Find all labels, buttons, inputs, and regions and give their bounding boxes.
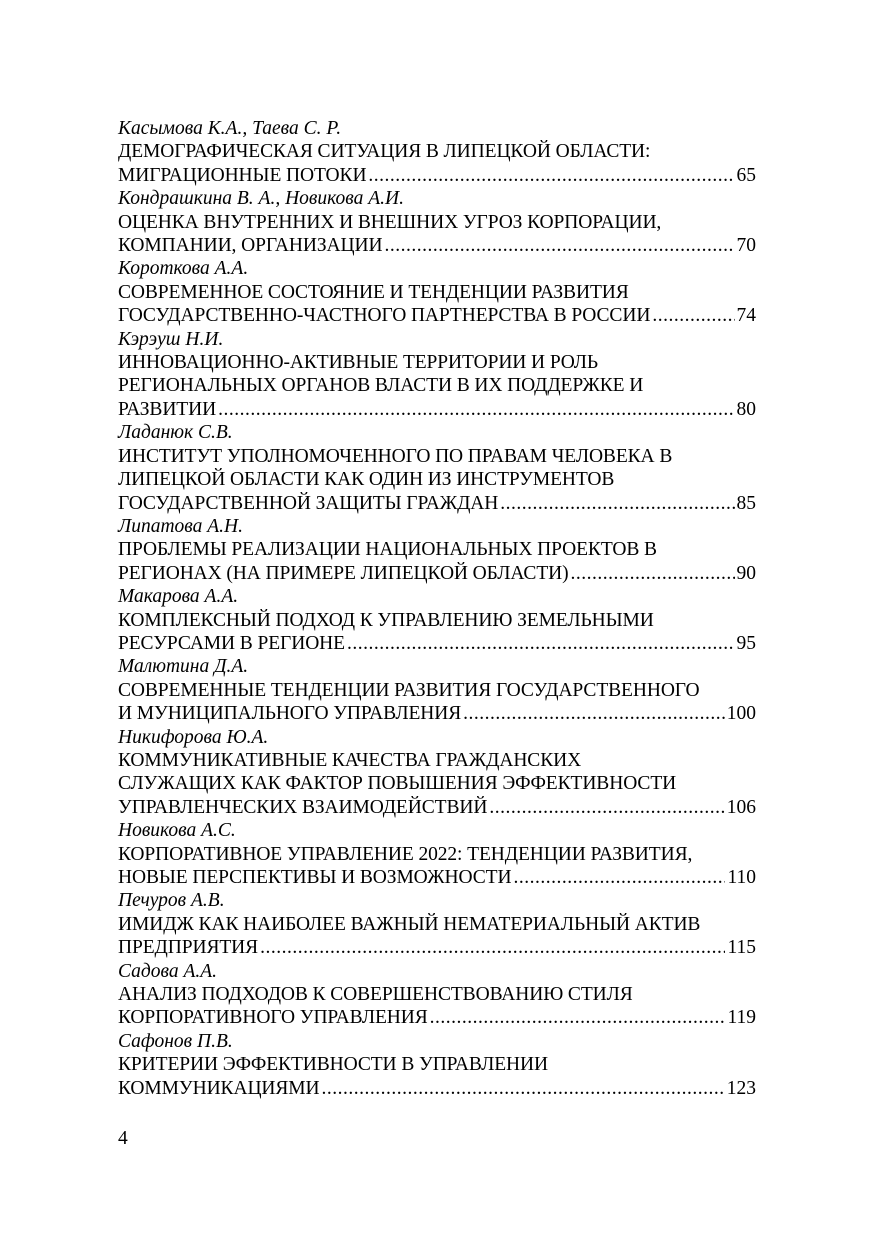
- toc-entry-title-end: КОММУНИКАЦИЯМИ: [118, 1077, 320, 1099]
- toc-entry: [118, 819, 756, 889]
- toc-entry-page: 100: [726, 703, 756, 725]
- toc-entry-title-line: СОВРЕМЕННОЕ СОСТОЯНИЕ И ТЕНДЕНЦИИ РАЗВИТИЯ: [118, 281, 629, 303]
- toc-entry-title-line: РЕГИОНАЛЬНЫХ ОРГАНОВ ВЛАСТИ В ИХ ПОДДЕРЖКЕ И: [118, 375, 644, 397]
- dot-leader: [368, 164, 734, 187]
- dot-leader: [500, 492, 734, 515]
- toc-entry-page: 90: [736, 562, 756, 584]
- toc-entry-page: 123: [726, 1077, 756, 1099]
- toc-entry-author: Касымова К.А., Таева С. Р.: [118, 118, 342, 139]
- toc-entry-title-end: РЕГИОНАХ (НА ПРИМЕРЕ ЛИПЕЦКОЙ ОБЛАСТИ): [118, 562, 569, 584]
- toc-entry-title-end: РЕСУРСАМИ В РЕГИОНЕ: [118, 632, 345, 654]
- toc-entry-title-end: ГОСУДАРСТВЕННОЙ ЗАЩИТЫ ГРАЖДАН: [118, 492, 499, 514]
- toc-entry-title-line: ПРОБЛЕМЫ РЕАЛИЗАЦИИ НАЦИОНАЛЬНЫХ ПРОЕКТОВ В: [118, 539, 657, 561]
- toc-entry: [118, 655, 756, 725]
- toc-entry-title-line: КРИТЕРИИ ЭФФЕКТИВНОСТИ В УПРАВЛЕНИИ: [118, 1054, 548, 1076]
- toc-entry-page: 119: [727, 1007, 756, 1029]
- toc-entry-author: Садова А.А.: [118, 960, 218, 982]
- toc-entry-page: 115: [727, 937, 756, 959]
- toc-entry-last-line: [118, 562, 756, 585]
- toc-entry-title-line: ИННОВАЦИОННО-АКТИВНЫЕ ТЕРРИТОРИИ И РОЛЬ: [118, 352, 599, 374]
- toc-entry-author: Никифорова Ю.А.: [118, 726, 269, 748]
- toc-entry-author: Кэрэуш Н.И.: [118, 328, 224, 350]
- toc-entry-last-line: [118, 492, 756, 515]
- toc-entry-title-line: ЛИПЕЦКОЙ ОБЛАСТИ КАК ОДИН ИЗ ИНСТРУМЕНТОВ: [118, 469, 615, 491]
- toc-entry-title-end: КОМПАНИИ, ОРГАНИЗАЦИИ: [118, 235, 383, 257]
- toc-entry-page: 110: [727, 867, 756, 888]
- toc-entry-last-line: [118, 796, 756, 819]
- toc-entry-title-line: КОРПОРАТИВНОЕ УПРАВЛЕНИЕ 2022: ТЕНДЕНЦИИ РАЗВИТИЯ,: [118, 843, 693, 865]
- toc-entry-last-line: [118, 936, 756, 959]
- toc-entry-page: 70: [736, 235, 756, 257]
- dot-leader: [652, 304, 734, 327]
- dot-leader: [489, 796, 724, 819]
- toc-entry-title-end: НОВЫЕ ПЕРСПЕКТИВЫ И ВОЗМОЖНОСТИ: [118, 867, 512, 888]
- toc-entry-page: 65: [736, 164, 756, 186]
- toc-entry-title-end: И МУНИЦИПАЛЬНОГО УПРАВЛЕНИЯ: [118, 703, 462, 725]
- toc-entry-author: Малютина Д.А.: [118, 656, 249, 678]
- toc-entry-title-end: КОРПОРАТИВНОГО УПРАВЛЕНИЯ: [118, 1007, 428, 1029]
- toc-entry-author: Кондрашкина В. А., Новикова А.И.: [118, 188, 404, 210]
- toc-entry-author: Короткова А.А.: [118, 258, 249, 280]
- toc-entry-page: 74: [736, 305, 756, 327]
- toc-entry-page: 85: [736, 492, 756, 514]
- toc-entry-last-line: [118, 234, 756, 257]
- toc-entry-page: 95: [736, 632, 756, 654]
- toc-entry-author: Ладанюк С.В.: [118, 422, 233, 444]
- toc-entry-title-line: СЛУЖАЩИХ КАК ФАКТОР ПОВЫШЕНИЯ ЭФФЕКТИВНОСТИ: [118, 773, 677, 795]
- toc-entry-page: 106: [726, 796, 756, 818]
- toc-entry-title-line: ОЦЕНКА ВНУТРЕННИХ И ВНЕШНИХ УГРОЗ КОРПОРАЦИИ,: [118, 211, 662, 233]
- toc-entry: [118, 257, 756, 327]
- toc-entry-author: Печуров А.В.: [118, 890, 225, 912]
- toc-entry-title-end: ПРЕДПРИЯТИЯ: [118, 937, 259, 959]
- dot-leader: [513, 866, 725, 889]
- dot-leader: [463, 702, 725, 725]
- toc-entry-title-line: ДЕМОГРАФИЧЕСКАЯ СИТУАЦИЯ В ЛИПЕЦКОЙ ОБЛАСТИ:: [118, 141, 651, 163]
- dot-leader: [322, 1077, 725, 1100]
- toc-entry: [118, 117, 756, 187]
- toc-entry: [118, 960, 756, 1030]
- toc-entry-last-line: [118, 398, 756, 421]
- toc-entry-author: Сафонов П.В.: [118, 1030, 233, 1052]
- toc-entry-title-line: КОМПЛЕКСНЫЙ ПОДХОД К УПРАВЛЕНИЮ ЗЕМЕЛЬНЫМИ: [118, 609, 654, 631]
- toc-entry-last-line: [118, 702, 756, 725]
- dot-leader: [384, 234, 734, 257]
- toc-entry: [118, 187, 756, 257]
- toc-entry-title-end: РАЗВИТИИ: [118, 398, 217, 420]
- toc-entry-title-line: СОВРЕМЕННЫЕ ТЕНДЕНЦИИ РАЗВИТИЯ ГОСУДАРСТВЕННОГО: [118, 679, 700, 701]
- toc-entry-title-end: ГОСУДАРСТВЕННО-ЧАСТНОГО ПАРТНЕРСТВА В РОССИИ: [118, 305, 651, 327]
- toc-entry: [118, 726, 756, 820]
- toc-entry-last-line: [118, 632, 756, 655]
- toc-entry-title-end: УПРАВЛЕНЧЕСКИХ ВЗАИМОДЕЙСТВИЙ: [118, 796, 488, 818]
- toc-entry: [118, 1030, 756, 1100]
- toc-entry-title-line: ИНСТИТУТ УПОЛНОМОЧЕННОГО ПО ПРАВАМ ЧЕЛОВЕКА В: [118, 445, 673, 467]
- toc-entry: [118, 421, 756, 515]
- toc-entry-last-line: [118, 1006, 756, 1029]
- table-of-contents: [118, 117, 756, 1100]
- page-number: 4: [118, 1128, 128, 1149]
- toc-entry-last-line: [118, 1077, 756, 1100]
- toc-entry-page: 80: [736, 398, 756, 420]
- toc-entry-author: Новикова А.С.: [118, 820, 236, 842]
- dot-leader: [347, 632, 735, 655]
- toc-entry-last-line: [118, 866, 756, 889]
- toc-entry-title-end: МИГРАЦИОННЫЕ ПОТОКИ: [118, 164, 367, 186]
- dot-leader: [430, 1006, 726, 1029]
- dot-leader: [218, 398, 734, 421]
- dot-leader: [260, 936, 725, 959]
- toc-entry-author: Макарова А.А.: [118, 586, 239, 608]
- toc-entry-last-line: [118, 304, 756, 327]
- toc-entry: [118, 515, 756, 585]
- toc-entry-title-line: ИМИДЖ КАК НАИБОЛЕЕ ВАЖНЫЙ НЕМАТЕРИАЛЬНЫЙ АКТИВ: [118, 913, 701, 935]
- toc-entry: [118, 585, 756, 655]
- toc-entry: [118, 328, 756, 422]
- dot-leader: [571, 562, 735, 585]
- toc-entry-title-line: КОММУНИКАТИВНЫЕ КАЧЕСТВА ГРАЖДАНСКИХ: [118, 749, 582, 771]
- toc-entry-title-line: АНАЛИЗ ПОДХОДОВ К СОВЕРШЕНСТВОВАНИЮ СТИЛЯ: [118, 984, 633, 1006]
- toc-entry-author: Липатова А.Н.: [118, 515, 243, 537]
- toc-entry-last-line: [118, 164, 756, 187]
- toc-entry: [118, 889, 756, 959]
